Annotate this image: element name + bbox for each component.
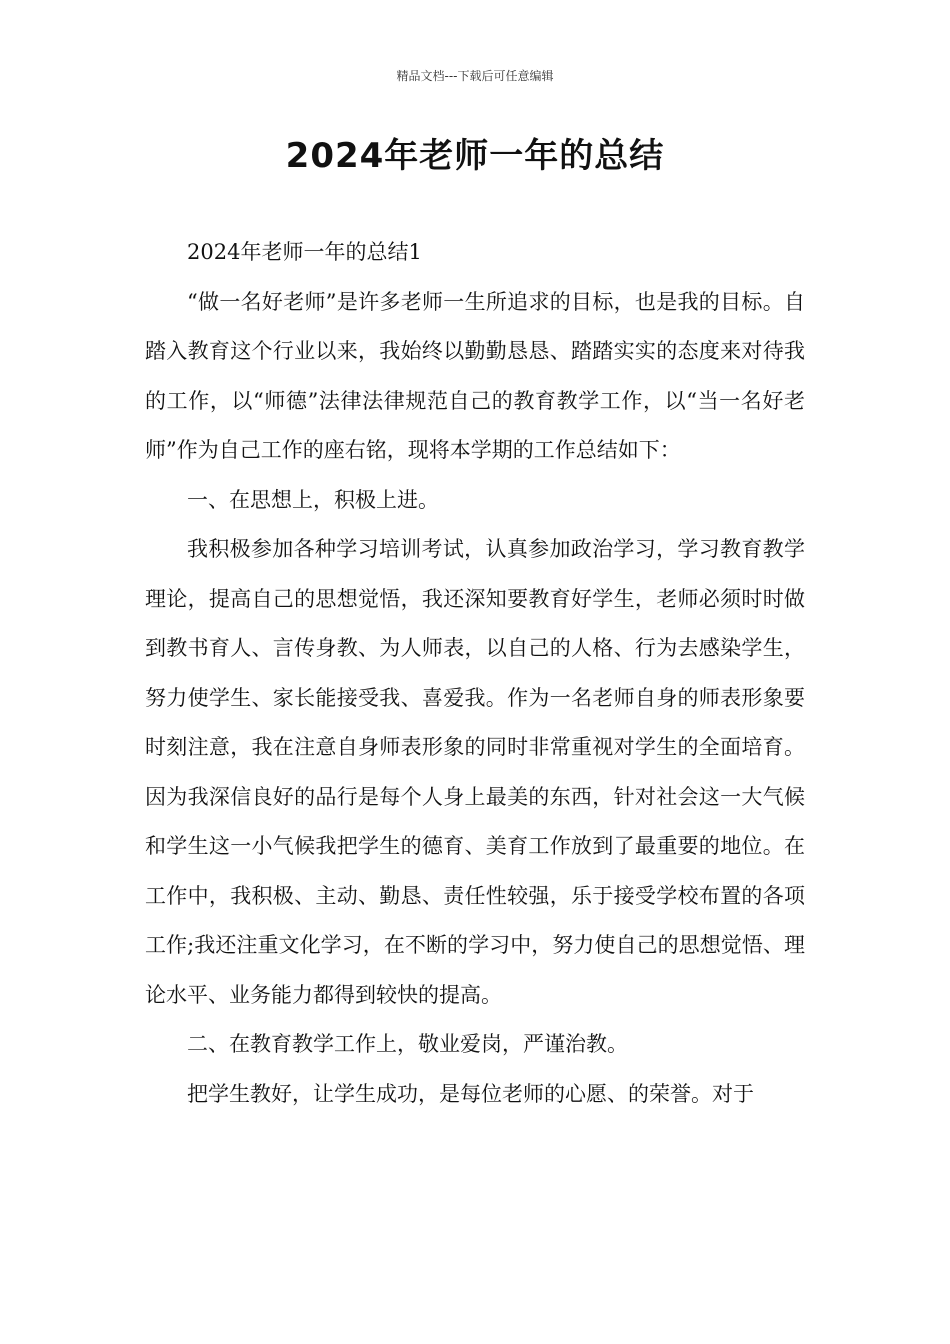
paragraph-section-1: 我积极参加各种学习培训考试，认真参加政治学习，学习教育教学理论，提高自己的思想觉悟，我还深知要教育好学生，老师必须时时做到教书育人、言传身教、为人师表，以自己的人格、行为去感染学生，努力使学生、家长能接受我、喜爱我。作为一名老师自身的师表形象要时刻注意，我在注意自身师表形象的同时非常重视对学生的全面培育。因为我深信良好的品行是每个人身上最美的东西，针对社会这一大气候和学生这一小气候我把学生的德育、美育工作放到了最重要的地位。在工作中，我积极、主动、勤恳、责任性较强，乐于接受学校布置的各项工作;我还注重文化学习，在不断的学习中，努力使自己的思想觉悟、理论水平、业务能力都得到较快的提高。	[145, 537, 805, 1007]
paragraph-section-2: 把学生教好，让学生成功，是每位老师的心愿、的荣誉。对于	[187, 1081, 754, 1106]
paragraph-intro: “做一名好老师”是许多老师一生所追求的目标，也是我的目标。自踏入教育这个行业以来，我始终以勤勤恳恳、踏踏实实的态度来对待我的工作，以“师德”法律法律规范自己的教育教学工作，以“当一名好老师”作为自己工作的座右铭，现将本学期的工作总结如下：	[145, 289, 805, 462]
paragraph-subtitle: 2024年老师一年的总结1	[187, 240, 422, 264]
section-heading-2: 二、在教育教学工作上，敬业爱岗，严谨治教。	[187, 1032, 628, 1056]
document-body	[145, 228, 805, 1119]
header-note: 精品文档---下载后可任意编辑	[396, 69, 554, 83]
document-title: 2024年老师一年的总结	[285, 136, 665, 176]
section-heading-1: 一、在思想上，积极上进。	[187, 487, 439, 512]
